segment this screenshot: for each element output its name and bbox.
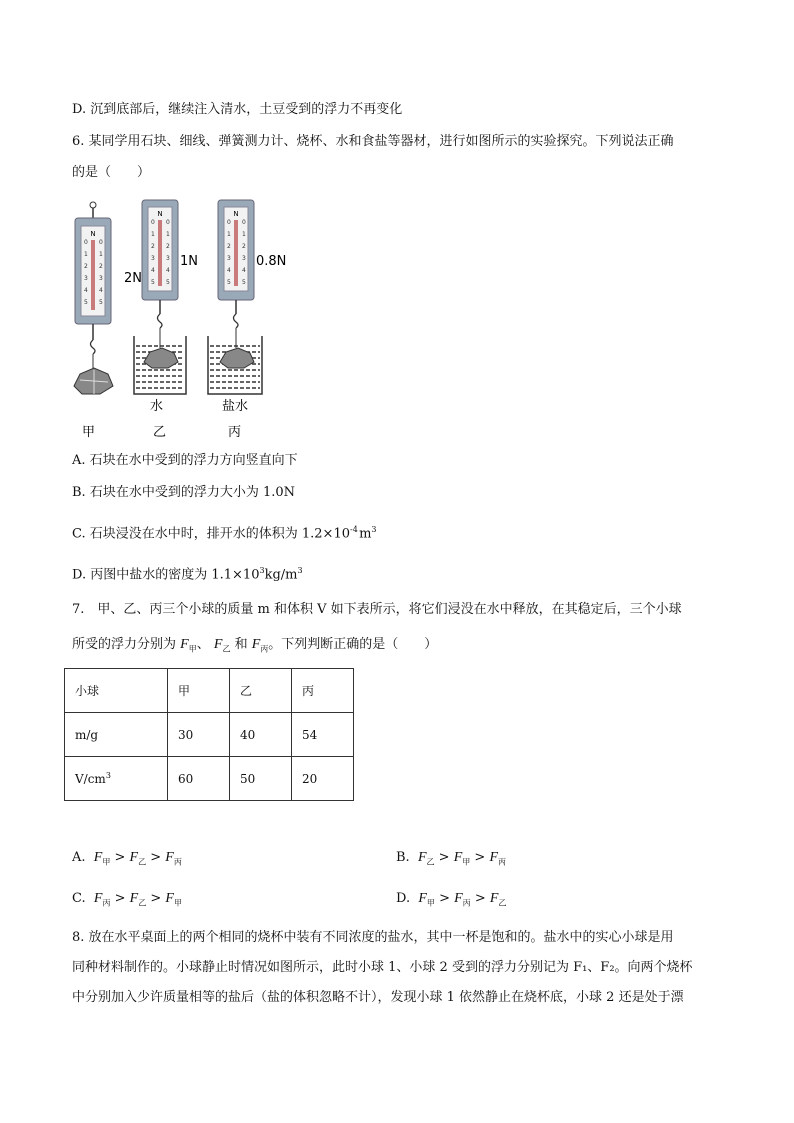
reading-bing: 0.8N <box>256 254 287 269</box>
table-header-cell: 丙 <box>292 669 354 713</box>
svg-text:0: 0 <box>242 219 246 226</box>
table-header-cell: 小球 <box>65 669 168 713</box>
q6-spring-scale-figure <box>70 196 300 446</box>
svg-text:1: 1 <box>99 251 103 258</box>
q7-stem-line2: 所受的浮力分别为 $F_甲$、 $F_乙$ 和 $F_丙$。下列判断正确的是（ ） <box>72 637 438 654</box>
svg-text:5: 5 <box>151 279 155 286</box>
svg-text:1: 1 <box>166 231 170 238</box>
svg-text:5: 5 <box>99 299 103 306</box>
svg-text:0: 0 <box>99 239 103 246</box>
q6-option-a: A. 石块在水中受到的浮力方向竖直向下 <box>72 453 298 468</box>
table-cell: 40 <box>230 713 292 757</box>
spring-scale-jia <box>74 202 142 440</box>
svg-text:1: 1 <box>84 251 88 258</box>
svg-text:4: 4 <box>227 267 231 274</box>
svg-text:4: 4 <box>151 267 155 274</box>
q8-line3: 中分别加入少许质量相等的盐后（盐的体积忽略不计），发现小球 1 依然静止在烧杯底，小球 2 还是处于漂 <box>72 990 684 1005</box>
liquid-label-saltwater: 盐水 <box>222 399 249 414</box>
liquid-label-water: 水 <box>150 399 164 414</box>
table-cell: 60 <box>168 757 230 801</box>
spring-scale-bing <box>208 200 286 440</box>
q6-stem-line2: 的是（ ） <box>72 165 151 180</box>
svg-text:1: 1 <box>151 231 155 238</box>
panel-label-yi: 乙 <box>153 425 167 440</box>
svg-text:2: 2 <box>242 243 246 250</box>
table-header-cell: 乙 <box>230 669 292 713</box>
q6-option-b: B. 石块在水中受到的浮力大小为 1.0N <box>72 485 295 500</box>
svg-text:3: 3 <box>99 275 103 282</box>
q5-option-d: D. 沉到底部后，继续注入清水，土豆受到的浮力不再变化 <box>72 102 403 117</box>
q6-option-c: C. 石块浸没在水中时，排开水的体积为 $1.2\times 10^{-4}$ $m^3$ <box>72 525 377 542</box>
svg-text:4: 4 <box>84 287 88 294</box>
reading-yi: 1N <box>180 254 198 269</box>
table-row <box>65 757 354 801</box>
svg-text:3: 3 <box>84 275 88 282</box>
panel-label-bing: 丙 <box>228 425 242 440</box>
svg-text:2: 2 <box>99 263 103 270</box>
q8-line2: 同种材料制作的。小球静止时情况如图所示，此时小球 1、小球 2 受到的浮力分别记为 F₁、F₂。向两个烧杯 <box>72 960 693 975</box>
q7-option-a: A. $F_甲 > F_乙 > F_丙$ <box>72 850 182 867</box>
table-header-cell: 甲 <box>168 669 230 713</box>
svg-text:3: 3 <box>227 255 231 262</box>
svg-text:0: 0 <box>166 219 170 226</box>
svg-text:5: 5 <box>242 279 246 286</box>
reading-jia: 2N <box>124 271 142 286</box>
table-cell: 50 <box>230 757 292 801</box>
q8-line1: 8. 放在水平桌面上的两个相同的烧杯中装有不同浓度的盐水，其中一杯是饱和的。盐水中的实心小球是用 <box>72 930 674 945</box>
q6-option-d: D. 丙图中盐水的密度为 $1.1\times 10^3kg/m^3$ <box>72 566 303 583</box>
svg-text:4: 4 <box>242 267 246 274</box>
svg-text:1: 1 <box>227 231 231 238</box>
svg-text:5: 5 <box>84 299 88 306</box>
svg-text:2: 2 <box>84 263 88 270</box>
svg-text:4: 4 <box>99 287 103 294</box>
svg-text:2: 2 <box>151 243 155 250</box>
svg-text:4: 4 <box>166 267 170 274</box>
q7-option-c: C. $F_丙 > F_乙 > F_甲$ <box>72 891 182 908</box>
table-row <box>65 713 354 757</box>
spring-scale-yi <box>134 200 198 440</box>
svg-text:0: 0 <box>84 239 88 246</box>
svg-text:2: 2 <box>227 243 231 250</box>
q7-option-d: D. $F_甲 > F_丙 > F_乙$ <box>396 891 507 908</box>
svg-text:5: 5 <box>166 279 170 286</box>
table-cell: 30 <box>168 713 230 757</box>
svg-text:1: 1 <box>242 231 246 238</box>
svg-text:3: 3 <box>242 255 246 262</box>
svg-text:3: 3 <box>166 255 170 262</box>
q6-stem-line1: 6. 某同学用石块、细线、弹簧测力计、烧杯、水和食盐等器材，进行如图所示的实验探究。下列说法正确 <box>72 134 674 149</box>
svg-text:N: N <box>233 210 239 218</box>
q7-option-b: B. $F_乙 > F_甲 > F_丙$ <box>396 850 507 867</box>
svg-text:0: 0 <box>227 219 231 226</box>
table-row <box>65 669 354 713</box>
q7-data-table <box>64 668 354 801</box>
scale-unit-label: N <box>90 230 96 238</box>
svg-text:5: 5 <box>227 279 231 286</box>
svg-text:N: N <box>157 210 163 218</box>
q7-stem-line1: 7. 甲、乙、丙三个小球的质量 m 和体积 V 如下表所示，将它们浸没在水中释放，在其稳定后，三个小球 <box>72 602 682 617</box>
table-cell: m/g <box>65 713 168 757</box>
table-cell: $V/cm^3$ <box>65 757 168 801</box>
svg-text:2: 2 <box>166 243 170 250</box>
svg-text:3: 3 <box>151 255 155 262</box>
table-cell: 54 <box>292 713 354 757</box>
svg-text:0: 0 <box>151 219 155 226</box>
table-cell: 20 <box>292 757 354 801</box>
panel-label-jia: 甲 <box>82 425 96 440</box>
